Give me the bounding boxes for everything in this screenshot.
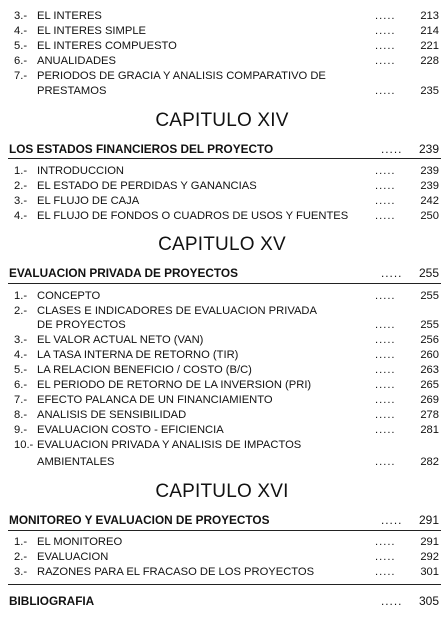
entry-number: 2.- xyxy=(14,180,28,192)
section-page: 305 xyxy=(418,594,439,608)
leader-dots: ..... xyxy=(375,349,396,361)
entry-title: EVALUACION COSTO - EFICIENCIA xyxy=(37,424,224,436)
entry-page: 292 xyxy=(420,551,439,563)
chapter-heading: CAPITULO XIV xyxy=(155,110,289,131)
leader-dots: ..... xyxy=(381,142,403,156)
leader-dots: ..... xyxy=(375,55,396,67)
chapter-heading: CAPITULO XVI xyxy=(155,481,289,502)
entry-number: 5.- xyxy=(14,40,28,52)
entry-title: EL PERIODO DE RETORNO DE LA INVERSION (PRI) xyxy=(37,379,312,391)
section-title: MONITOREO Y EVALUACION DE PROYECTOS xyxy=(9,513,270,527)
divider xyxy=(8,283,441,284)
entry-page: 291 xyxy=(420,536,439,548)
section-page: 239 xyxy=(418,142,439,156)
chapter-heading: CAPITULO XV xyxy=(158,234,286,255)
entry-title: EL MONITOREO xyxy=(37,536,123,548)
leader-dots: ..... xyxy=(375,180,396,192)
entry-title: LA RELACION BENEFICIO / COSTO (B/C) xyxy=(37,364,252,376)
leader-dots: ..... xyxy=(375,210,396,222)
entry-number: 1.- xyxy=(14,290,28,302)
leader-dots: ..... xyxy=(375,456,396,468)
entry-title: EL INTERES xyxy=(37,10,102,22)
leader-dots: ..... xyxy=(375,165,396,177)
entry-number: 8.- xyxy=(14,409,28,421)
entry-number: 2.- xyxy=(14,551,28,563)
entry-page: 213 xyxy=(420,10,439,22)
entry-title: EFECTO PALANCA DE UN FINANCIAMIENTO xyxy=(37,394,273,406)
entry-page: 282 xyxy=(420,456,439,468)
entry-title: EL INTERES COMPUESTO xyxy=(37,40,177,52)
entry-number: 3.- xyxy=(14,334,28,346)
entry-page: 250 xyxy=(420,210,439,222)
leader-dots: ..... xyxy=(381,266,403,280)
entry-title: EL VALOR ACTUAL NETO (VAN) xyxy=(37,334,204,346)
entry-page: 239 xyxy=(420,180,439,192)
leader-dots: ..... xyxy=(375,25,396,37)
entry-title: LA TASA INTERNA DE RETORNO (TIR) xyxy=(37,349,239,361)
entry-title: PERIODOS DE GRACIA Y ANALISIS COMPARATIVO DE xyxy=(37,70,326,82)
entry-number: 6.- xyxy=(14,55,28,67)
entry-number: 3.- xyxy=(14,566,28,578)
entry-number: 2.- xyxy=(14,305,28,317)
leader-dots: ..... xyxy=(375,10,396,22)
entry-number: 1.- xyxy=(14,165,28,177)
leader-dots: ..... xyxy=(375,195,396,207)
entry-title: EL ESTADO DE PERDIDAS Y GANANCIAS xyxy=(37,180,257,192)
leader-dots: ..... xyxy=(375,424,396,436)
entry-number: 7.- xyxy=(14,394,28,406)
entry-number: 1.- xyxy=(14,536,28,548)
leader-dots: ..... xyxy=(375,40,396,52)
entry-page: 228 xyxy=(420,55,439,67)
leader-dots: ..... xyxy=(375,290,396,302)
entry-title: EL INTERES SIMPLE xyxy=(37,25,147,37)
entry-number: 5.- xyxy=(14,364,28,376)
entry-number: 9.- xyxy=(14,424,28,436)
entry-number: 3.- xyxy=(14,195,28,207)
divider xyxy=(8,584,441,585)
entry-number: 7.- xyxy=(14,70,28,82)
entry-page: 301 xyxy=(420,566,439,578)
entry-number: 4.- xyxy=(14,25,28,37)
entry-page: 260 xyxy=(420,349,439,361)
leader-dots: ..... xyxy=(375,551,396,563)
leader-dots: ..... xyxy=(375,334,396,346)
entry-title: RAZONES PARA EL FRACASO DE LOS PROYECTOS xyxy=(37,566,315,578)
entry-title: EL FLUJO DE FONDOS O CUADROS DE USOS Y FUENTES xyxy=(37,210,349,222)
entry-title: EVALUACION xyxy=(37,551,109,563)
entry-title: AMBIENTALES xyxy=(37,456,115,468)
entry-page: 221 xyxy=(420,40,439,52)
entry-page: 255 xyxy=(420,290,439,302)
entry-page: 256 xyxy=(420,334,439,346)
entry-title: INTRODUCCION xyxy=(37,165,125,177)
entry-page: 242 xyxy=(420,195,439,207)
entry-page: 278 xyxy=(420,409,439,421)
entry-title: EL FLUJO DE CAJA xyxy=(37,195,140,207)
entry-page: 239 xyxy=(420,165,439,177)
entry-title: CONCEPTO xyxy=(37,290,101,302)
section-page: 291 xyxy=(418,513,439,527)
leader-dots: ..... xyxy=(375,409,396,421)
divider xyxy=(8,158,441,159)
entry-number: 3.- xyxy=(14,10,28,22)
leader-dots: ..... xyxy=(375,536,396,548)
entry-title: DE PROYECTOS xyxy=(37,319,126,331)
entry-title: ANUALIDADES xyxy=(37,55,116,67)
entry-page: 263 xyxy=(420,364,439,376)
leader-dots: ..... xyxy=(375,379,396,391)
entry-page: 214 xyxy=(420,25,439,37)
entry-page: 255 xyxy=(420,319,439,331)
section-title: BIBLIOGRAFIA xyxy=(9,594,95,608)
entry-page: 265 xyxy=(420,379,439,391)
entry-title: ANALISIS DE SENSIBILIDAD xyxy=(37,409,187,421)
entry-number: 10.- xyxy=(14,439,34,451)
section-title: EVALUACION PRIVADA DE PROYECTOS xyxy=(9,266,238,280)
entry-title: EVALUACION PRIVADA Y ANALISIS DE IMPACTOS xyxy=(37,439,302,451)
leader-dots: ..... xyxy=(375,394,396,406)
section-page: 255 xyxy=(418,266,439,280)
leader-dots: ..... xyxy=(381,513,403,527)
entry-title: CLASES E INDICADORES DE EVALUACION PRIVADA xyxy=(37,305,317,317)
entry-page: 235 xyxy=(420,85,439,97)
entry-number: 4.- xyxy=(14,349,28,361)
entry-number: 6.- xyxy=(14,379,28,391)
leader-dots: ..... xyxy=(375,85,396,97)
entry-page: 269 xyxy=(420,394,439,406)
leader-dots: ..... xyxy=(381,594,403,608)
section-title: LOS ESTADOS FINANCIEROS DEL PROYECTO xyxy=(9,142,274,156)
leader-dots: ..... xyxy=(375,364,396,376)
entry-page: 281 xyxy=(420,424,439,436)
leader-dots: ..... xyxy=(375,319,396,331)
entry-title: PRESTAMOS xyxy=(37,85,107,97)
leader-dots: ..... xyxy=(375,566,396,578)
entry-number: 4.- xyxy=(14,210,28,222)
divider xyxy=(8,530,441,531)
